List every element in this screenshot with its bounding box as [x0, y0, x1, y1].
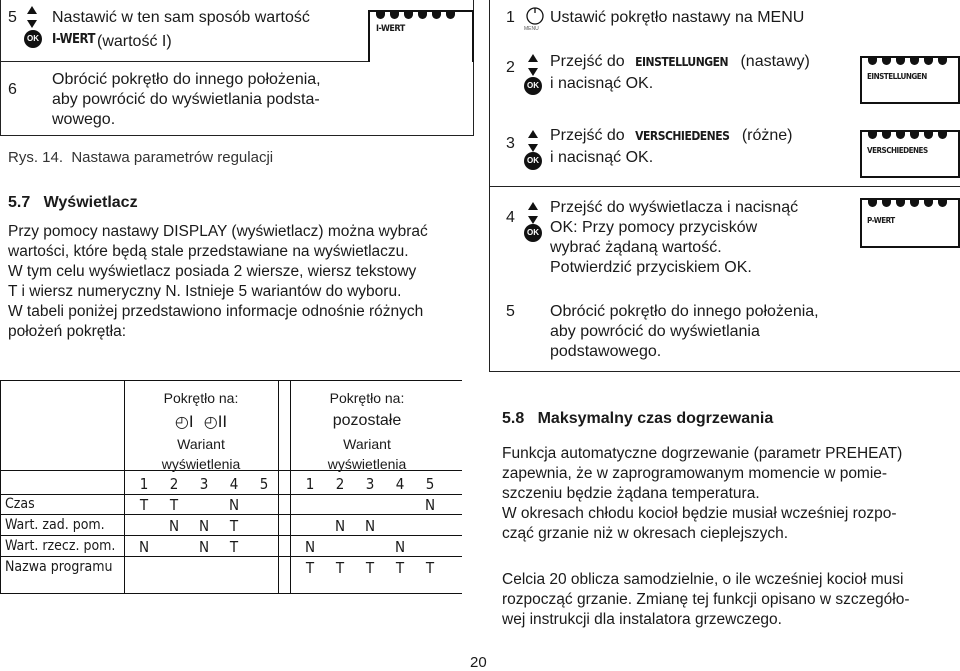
table-column-header: 3: [365, 475, 375, 493]
step-text: Przejść do wyświetlacza i nacisnąć OK: Przy pomocy przycisków wybrać żądaną wartość. Potwierdzić przyciskiem OK.: [550, 199, 799, 276]
table-cell: N: [304, 538, 316, 556]
table-cell: T: [395, 559, 405, 577]
table-row-label: Nazwa programu: [5, 559, 113, 575]
step-text: i nacisnąć OK.: [550, 149, 654, 166]
table-column-header: 2: [335, 475, 345, 493]
table-cell: T: [335, 559, 345, 577]
step-text: i nacisnąć OK.: [550, 75, 654, 92]
table-cell: N: [198, 538, 210, 556]
table-cell: T: [305, 559, 315, 577]
table-variant-label: wyświetlenia: [327, 456, 407, 472]
menu-label: MENU: [524, 26, 539, 32]
table-column-header: 4: [395, 475, 405, 493]
step-number: 3: [506, 135, 515, 152]
table-column-header: 5: [259, 475, 269, 493]
display-text: P-WERT: [867, 216, 895, 225]
table-group-sub: pozostałe: [332, 412, 402, 429]
table-cell: N: [394, 538, 406, 556]
step-number: 1: [506, 9, 515, 26]
section-heading: 5.8 Maksymalny czas dogrzewania: [502, 410, 774, 427]
step-text: Przejść do VERSCHIEDENES (różne): [550, 127, 793, 144]
up-down-arrows-icon: [27, 6, 37, 28]
table-group-title: Pokrętło na:: [163, 390, 239, 406]
step-text: Obrócić pokrętło do innego położenia, aby powrócić do wyświetlania podsta- wowego.: [52, 71, 321, 128]
table-cell: T: [365, 559, 375, 577]
section-paragraph: Przy pomocy nastawy DISPLAY (wyświetlacz) można wybrać wartości, które będą stale przedstawiane na wyświetlaczu. W tym celu wyświetlacz posiada 2 wiersze, wiersz tekstowy T i wiersz numeryczny N. Istnieje 5 wariantów do wyboru. W tabeli poniżej przedstawiono informacje odnośnie różnych położeń pokrętła:: [8, 223, 428, 340]
up-down-arrows-icon: [528, 130, 538, 152]
step-number: 6: [8, 81, 17, 98]
step-number: 5: [506, 303, 515, 320]
section-paragraph: Funkcja automatyczne dogrzewanie (parametr PREHEAT) zapewnia, że w zaprogramowanym momencie w pomie- szczeniu będzie żądana temperatura. W okresach chłodu kocioł będzie musiał wcześniej rozpo- cząć grzanie niż w okresach cieplejszych.: [502, 445, 903, 542]
display-text: VERSCHIEDENES: [867, 146, 928, 155]
table-cell: T: [229, 538, 239, 556]
table-cell: N: [198, 517, 210, 535]
thermostat-display: [860, 130, 960, 178]
table-column-header: 2: [169, 475, 179, 493]
step-number: 2: [506, 59, 515, 76]
table-cell: N: [168, 517, 180, 535]
up-down-arrows-icon: [528, 202, 538, 224]
table-column-header: 5: [425, 475, 435, 493]
table-cell: T: [169, 496, 179, 514]
ok-button-icon: OK: [24, 30, 42, 48]
table-cell: N: [138, 538, 150, 556]
table-row-label: Czas: [5, 496, 35, 512]
table-variant-label: wyświetlenia: [161, 456, 241, 472]
step-number: 4: [506, 209, 515, 226]
figure-caption: Rys. 14. Nastawa parametrów regulacji: [8, 149, 274, 166]
page-number: 20: [470, 654, 487, 671]
section-heading: 5.7 Wyświetlacz: [8, 194, 138, 211]
table-column-header: 1: [139, 475, 149, 493]
table-row-label: Wart. rzecz. pom.: [5, 538, 116, 554]
step-text: Obrócić pokrętło do innego położenia, aby powrócić do wyświetlania podstawowego.: [550, 303, 819, 360]
table-variant-label: Wariant: [177, 436, 225, 452]
step-text: Przejść do EINSTELLUNGEN (nastawy): [550, 53, 810, 70]
step-text: Nastawić w ten sam sposób wartość: [52, 9, 310, 26]
table-group-title: Pokrętło na:: [329, 390, 405, 406]
thermostat-display: [860, 198, 960, 248]
thermostat-display: [368, 10, 474, 62]
step-text: (wartość I): [97, 33, 172, 50]
table-cell: N: [424, 496, 436, 514]
ok-button-icon: OK: [524, 152, 542, 170]
display-text: EINSTELLUNGEN: [867, 72, 927, 81]
table-cell: N: [228, 496, 240, 514]
table-column-header: 3: [199, 475, 209, 493]
table-cell: N: [364, 517, 376, 535]
table-cell: T: [425, 559, 435, 577]
table-cell: T: [139, 496, 149, 514]
section-paragraph: Celcia 20 oblicza samodzielnie, o ile wcześniej kocioł musi rozpocząć grzanie. Zmianę tej funkcji opisano w szczegóło- wej instrukcji dla instalatora grzewczego.: [502, 571, 910, 628]
dial-symbols: ◴I ◴II: [174, 412, 228, 431]
right-box-divider: [489, 186, 960, 187]
up-down-arrows-icon: [528, 54, 538, 76]
table-column-header: 4: [229, 475, 239, 493]
table-cell: N: [334, 517, 346, 535]
step-number: 5: [8, 9, 17, 26]
table-cell: T: [229, 517, 239, 535]
ok-button-icon: OK: [524, 77, 542, 95]
display-variant-table: [0, 380, 462, 594]
lcd-label: I-WERT: [52, 32, 95, 47]
table-column-header: 1: [305, 475, 315, 493]
table-row-label: Wart. zad. pom.: [5, 517, 105, 533]
ok-button-icon: OK: [524, 224, 542, 242]
display-text: I-WERT: [376, 24, 405, 34]
step-text: Ustawić pokrętło nastawy na MENU: [550, 9, 805, 26]
thermostat-display: [860, 56, 960, 104]
table-variant-label: Wariant: [343, 436, 391, 452]
